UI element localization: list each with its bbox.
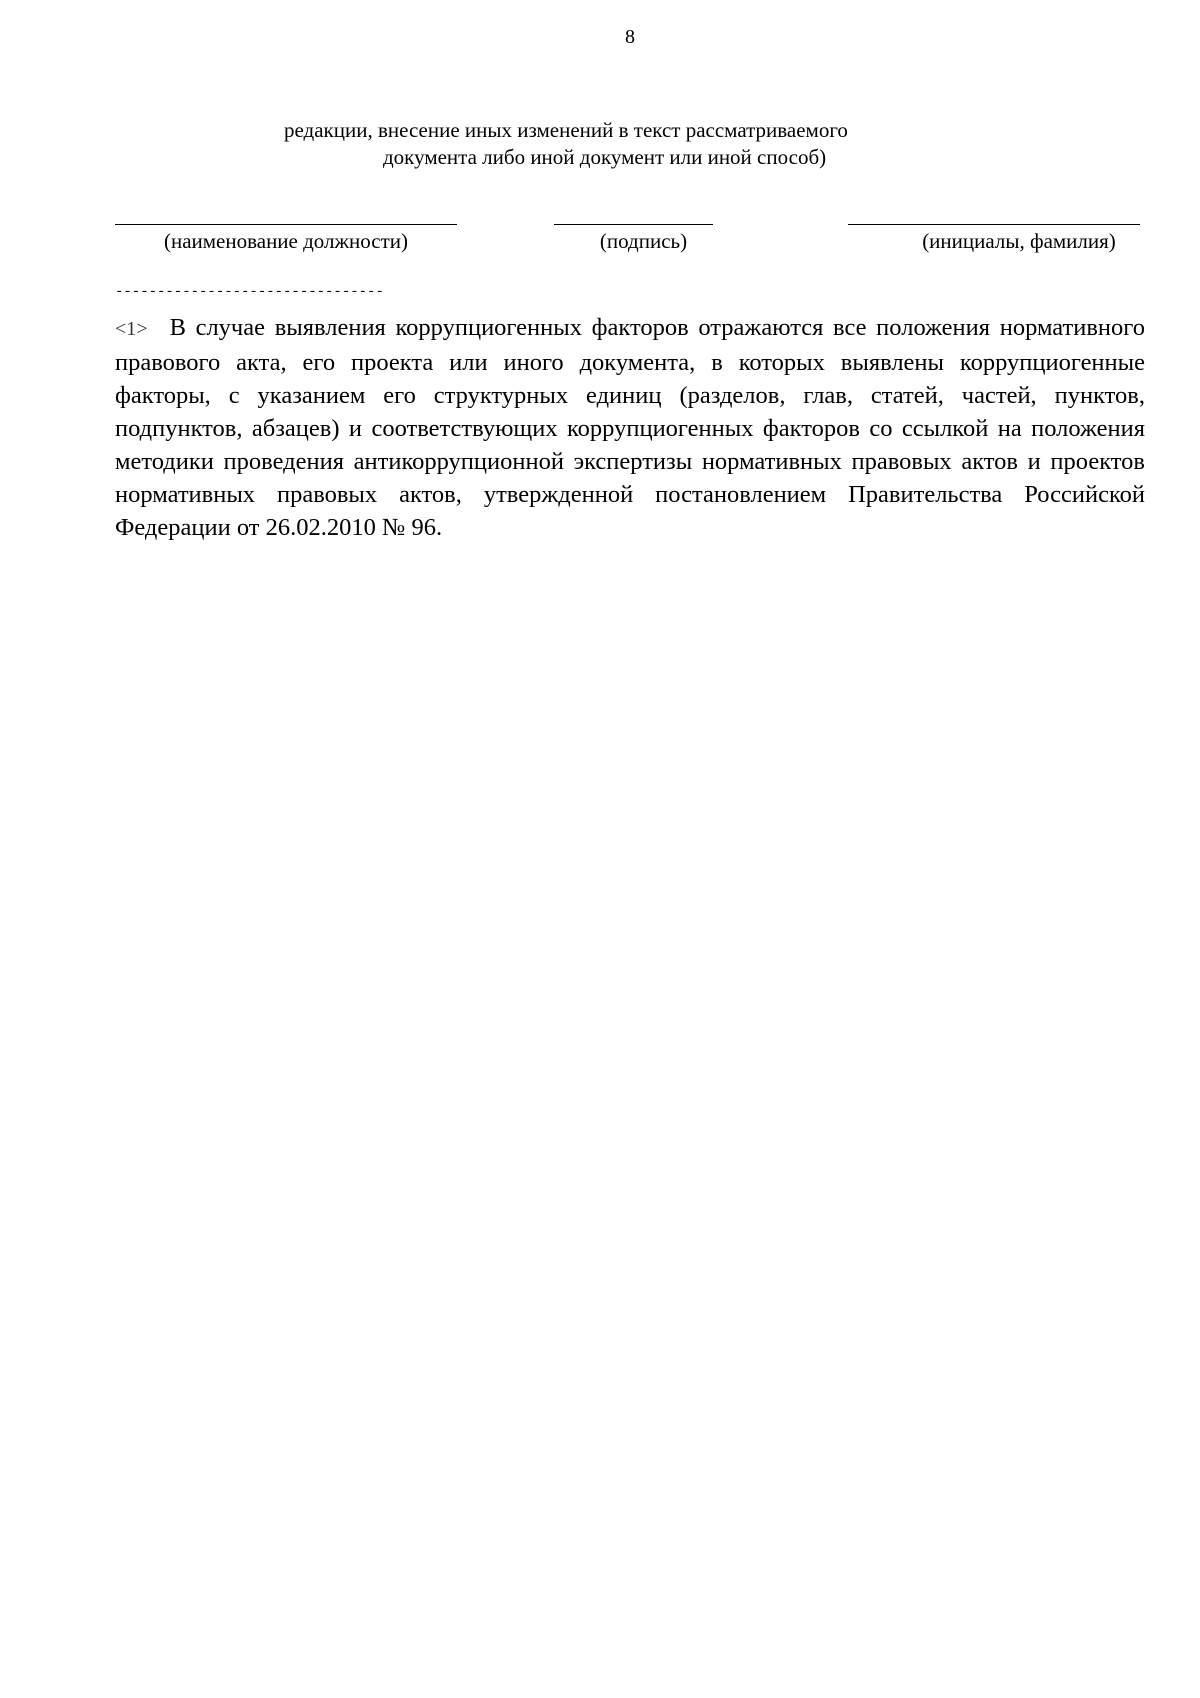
position-label: (наименование должности) bbox=[163, 229, 409, 253]
page-number: 8 bbox=[625, 26, 635, 48]
name-label: (инициалы, фамилия) bbox=[922, 229, 1116, 253]
signature-label: (подпись) bbox=[599, 229, 688, 253]
signature-line bbox=[554, 224, 713, 225]
intro-line-2: документа либо иной документ или иной способ) bbox=[383, 145, 827, 169]
position-line bbox=[115, 224, 457, 225]
footnote-separator: -------------------------------- bbox=[115, 284, 384, 300]
footnote-marker: <1> bbox=[115, 318, 148, 340]
footnote bbox=[115, 311, 1145, 544]
intro-line-1: редакции, внесение иных изменений в текст рассматриваемого bbox=[284, 118, 848, 142]
footnote-text: В случае выявления коррупциогенных факторов отражаются все положения нормативного правового акта, его проекта или иного документа, в которых выявлены коррупциогенные факторы, с указанием его структурных единиц (разделов, глав, статей, частей, пунктов, подпунктов, абзацев) и соответствующих коррупциогенных факторов со ссылкой на положения методики проведения антикоррупционной экспертизы нормативных правовых актов и проектов нормативных правовых актов, утвержденной постановлением Правительства Российской Федерации от 26.02.2010 № 96. bbox=[115, 314, 1145, 541]
name-line bbox=[848, 224, 1140, 225]
